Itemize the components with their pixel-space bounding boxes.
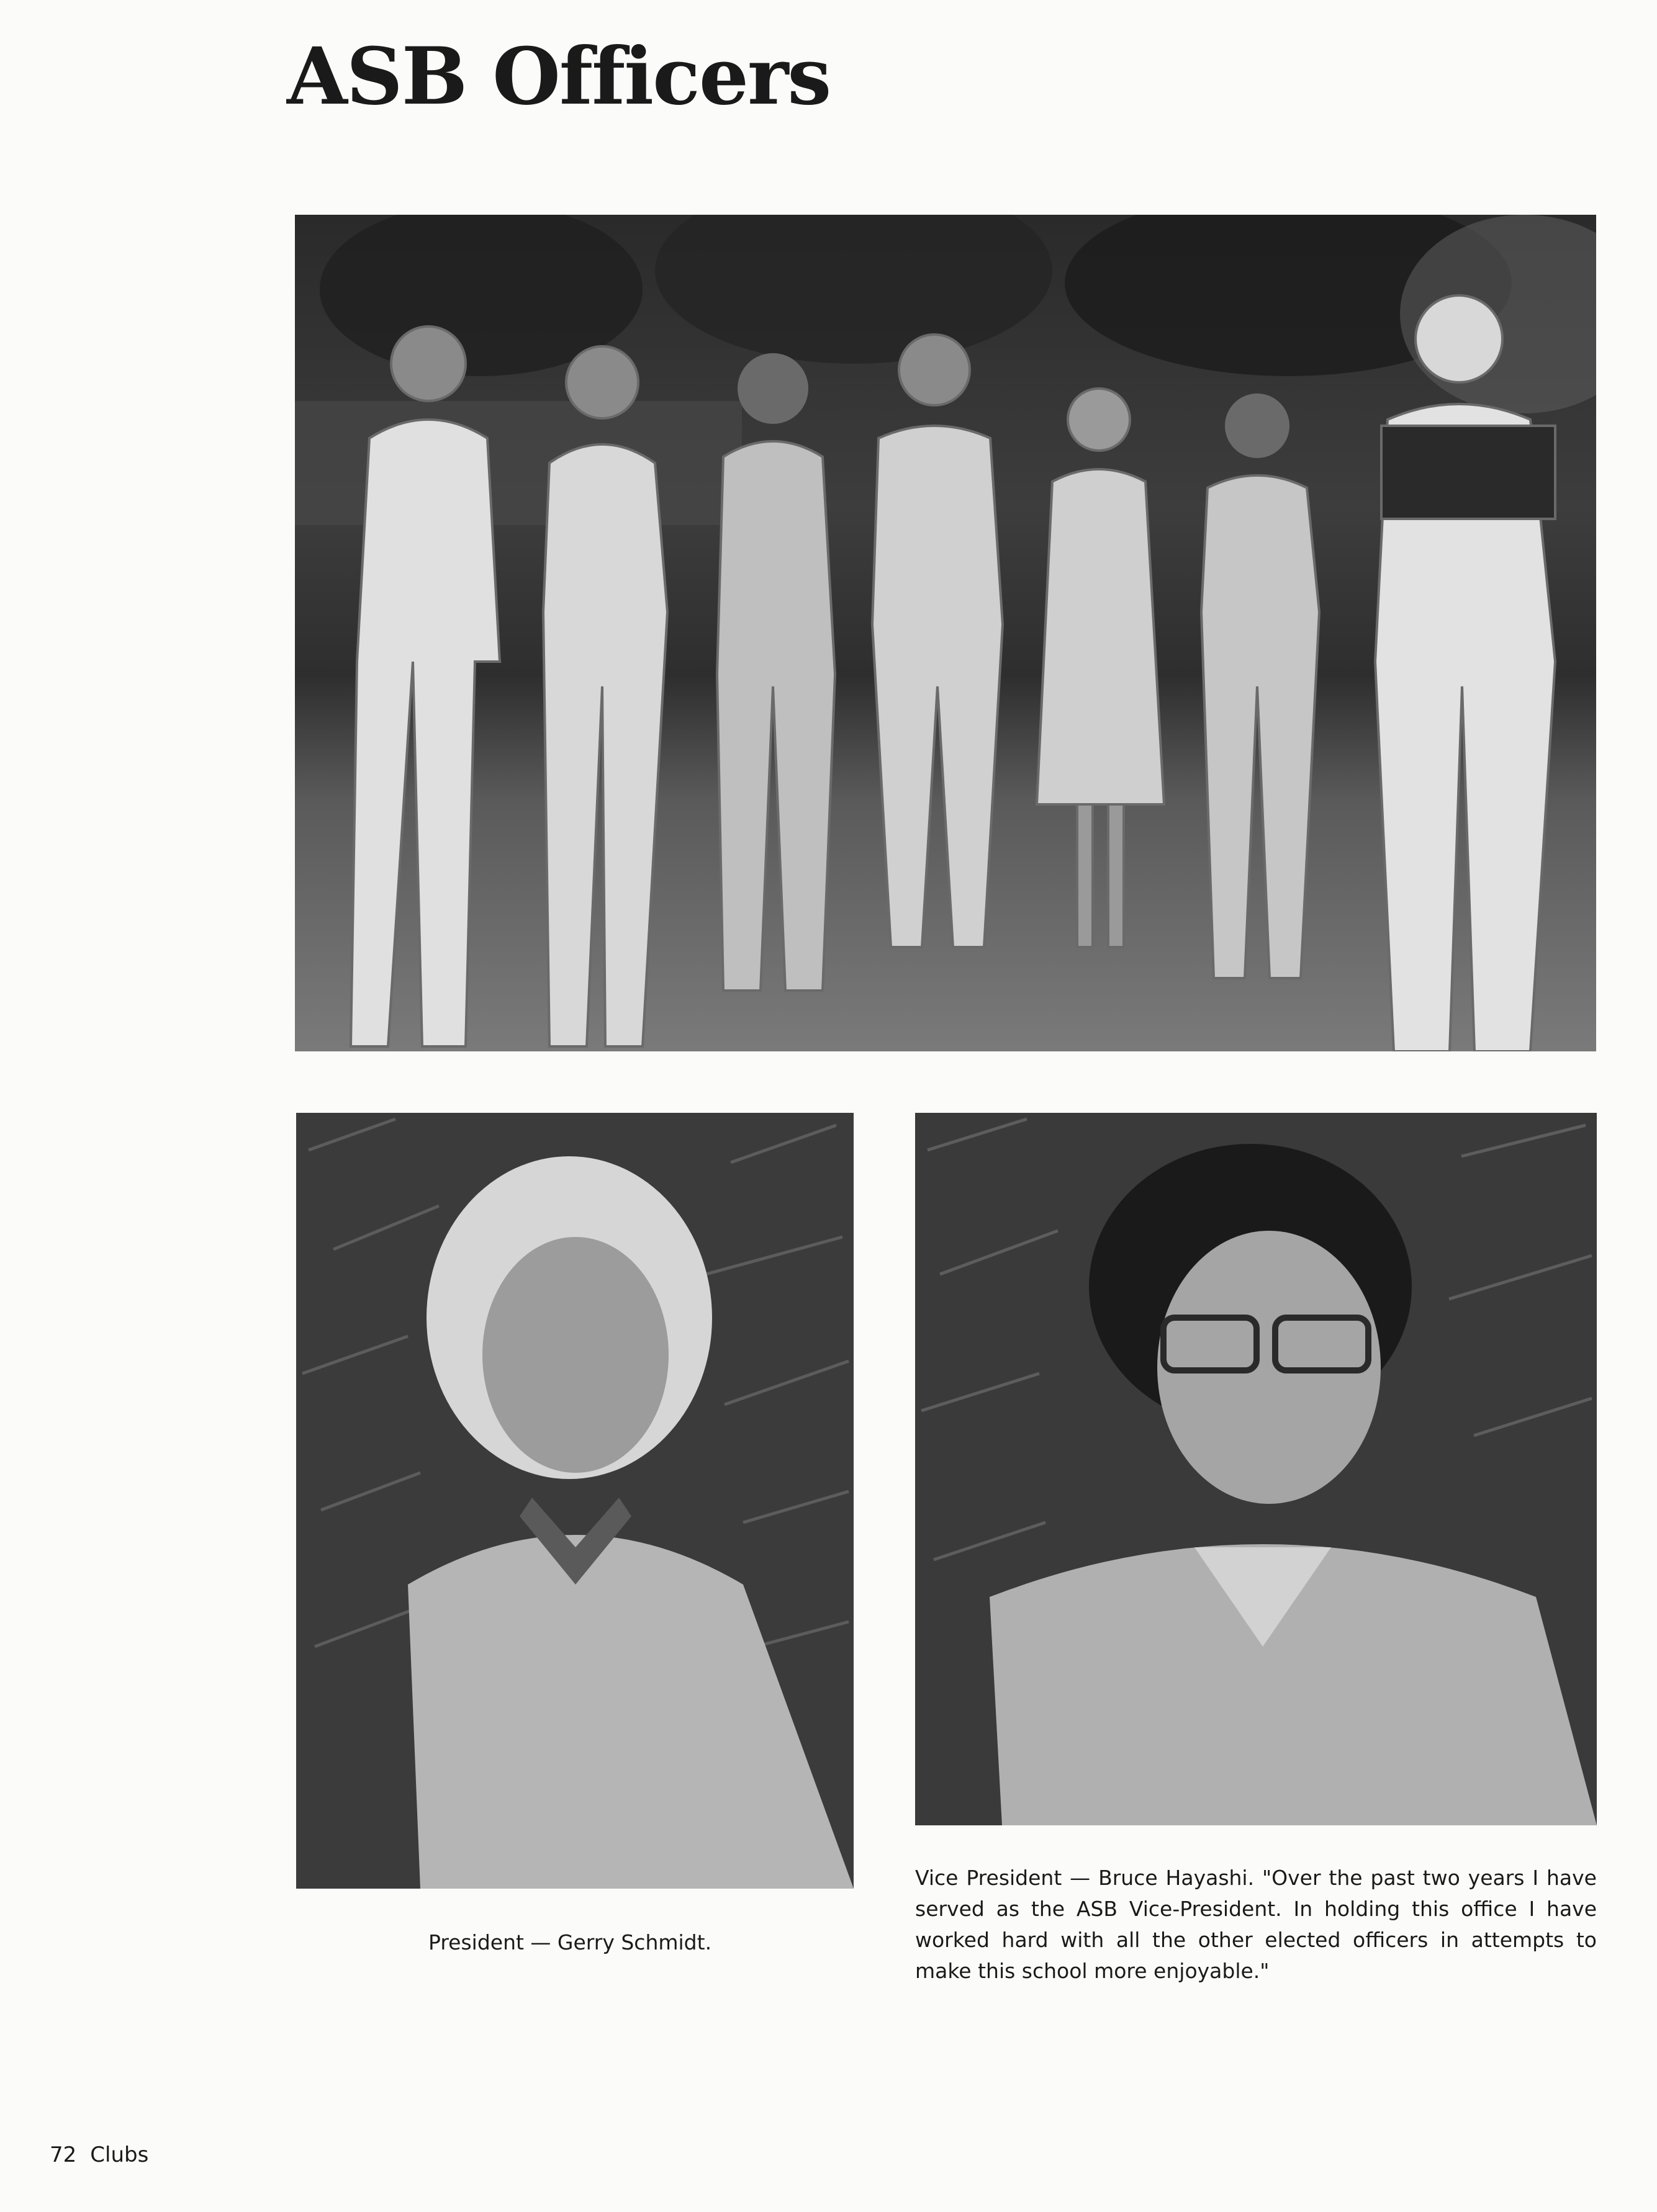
vice-president-caption: Vice President — Bruce Hayashi. "Over the past two years I have served as the ASB Vice-President. In holding this office I have worked hard with all the other elected officers in attempts to make this school more enjoyable.": [915, 1866, 1597, 1983]
group-photo: [295, 215, 1596, 1051]
page-title: ASB Officers: [287, 30, 831, 122]
portrait-photo-image: [296, 1113, 854, 1889]
section-name: Clubs: [90, 2142, 149, 2167]
portrait-photo-image: [915, 1113, 1597, 1825]
page-number: 72: [50, 2142, 77, 2167]
president-caption: President — Gerry Schmidt.: [428, 1930, 712, 1954]
president-photo: [296, 1113, 854, 1889]
group-photo-image: [295, 215, 1596, 1051]
vice-president-photo: [915, 1113, 1597, 1825]
page-footer: [50, 2142, 162, 2167]
